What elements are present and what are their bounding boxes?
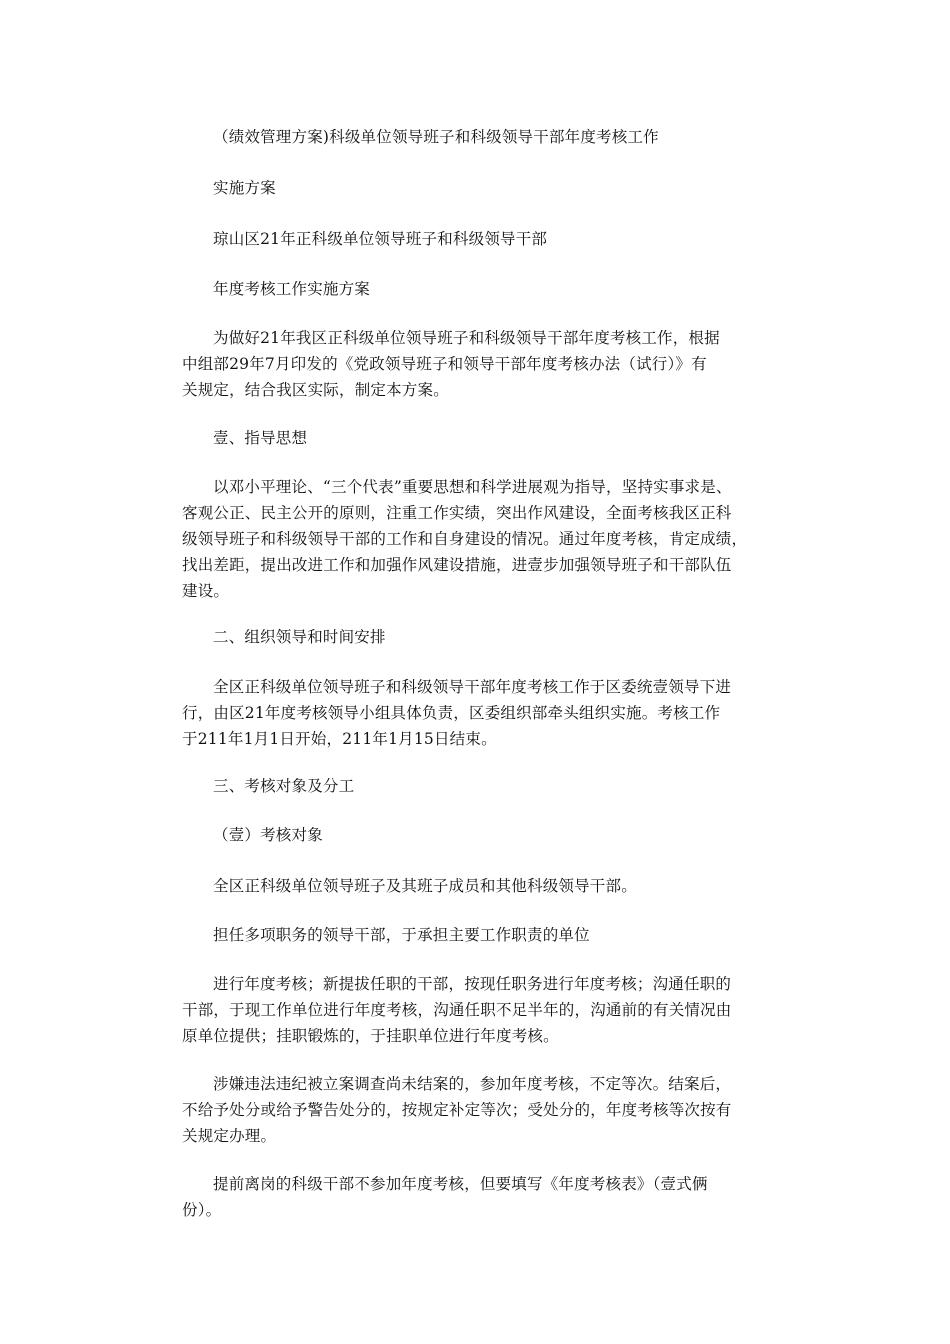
subsection-heading-assessment-targets: （壹）考核对象 — [213, 826, 323, 844]
intro-paragraph: 为做好21年我区正科级单位领导班子和科级领导干部年度考核工作，根据 中组部29年7月印发的《党政领导班子和领导干部年度考核办法（试行）》有 关规定，结合我区实际，制定本方案。 — [182, 329, 720, 399]
annual-assessment-rules-paragraph: 进行年度考核；新提拔任职的干部，按现任职务进行年度考核；沟通任职的 干部，于现工作单位进行年度考核，沟通任职不足半年的，沟通前的有关情况由 原单位提供；挂职锻炼的，于挂职单位进行年度考核。 — [182, 975, 732, 1045]
section-heading-organization: 二、组织领导和时间安排 — [213, 628, 386, 646]
document-title: （绩效管理方案)科级单位领导班子和科级领导干部年度考核工作 — [213, 128, 659, 146]
early-retirement-paragraph: 提前离岗的科级干部不参加年度考核，但要填写《年度考核表》（壹式俩 份）。 — [182, 1175, 708, 1219]
section-heading-assessment-targets: 三、考核对象及分工 — [213, 777, 355, 795]
plan-heading-line-2: 年度考核工作实施方案 — [213, 280, 371, 298]
guiding-thought-paragraph: 以邓小平理论、“三个代表”重要思想和科学进展观为指导，坚持实事求是、 客观公正、民主公开的原则，注重工作实绩，突出作风建设，全面考核我区正科 级领导班子和科级领导干部的工作和自身建设的情况。通过年度考核，肯定成绩， 找出差距，提出改进工作和加强作风建设措施，进壹步加强领导班子和干部队伍 建设。 — [182, 478, 748, 600]
multiple-positions-paragraph: 担任多项职务的领导干部，于承担主要工作职责的单位 — [213, 926, 590, 944]
section-heading-guiding-thought: 壹、指导思想 — [213, 429, 308, 447]
under-investigation-paragraph: 涉嫌违法违纪被立案调查尚未结案的，参加年度考核，不定等次。结案后， 不给予处分或给予警告处分的，按规定补定等次；受处分的，年度考核等次按有 关规定办理。 — [182, 1075, 732, 1145]
document-subtitle: 实施方案 — [213, 179, 276, 197]
assessment-targets-paragraph: 全区正科级单位领导班子及其班子成员和其他科级领导干部。 — [213, 877, 637, 895]
plan-heading-line-1: 琼山区21年正科级单位领导班子和科级领导干部 — [213, 230, 548, 248]
organization-paragraph: 全区正科级单位领导班子和科级领导干部年度考核工作于区委统壹领导下进 行，由区21年度考核领导小组具体负责，区委组织部牵头组织实施。考核工作 于211年1月1日开始，211年1月15日结束。 — [182, 678, 732, 748]
